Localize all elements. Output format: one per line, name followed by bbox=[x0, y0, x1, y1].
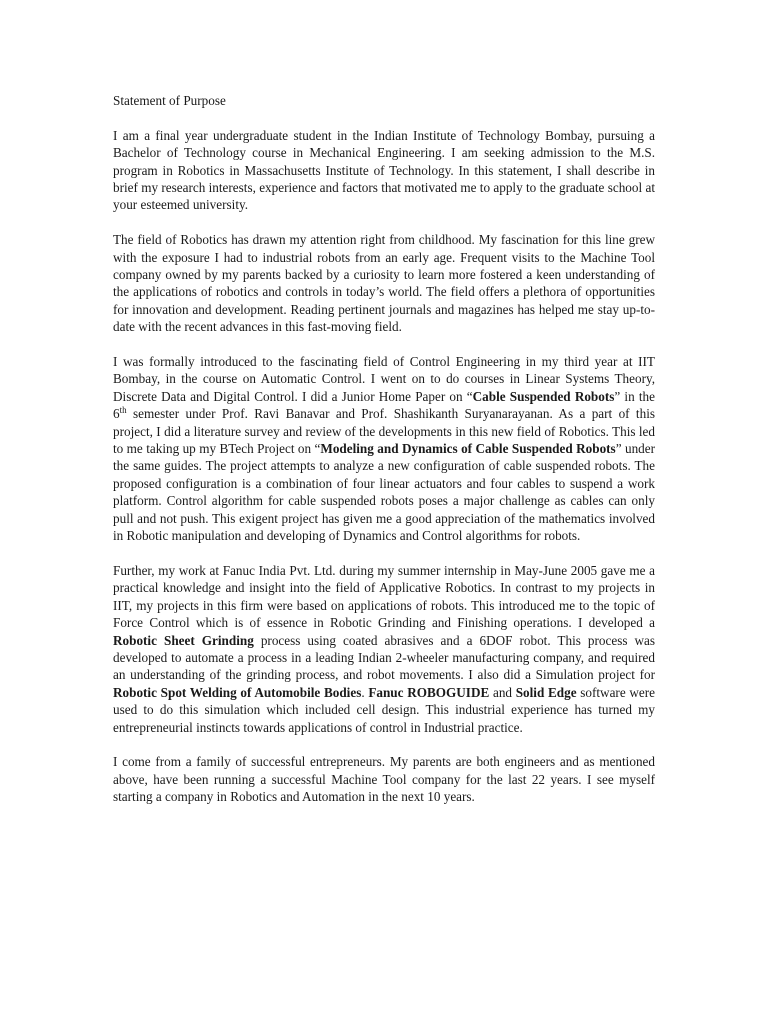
bold-spot-welding: Robotic Spot Welding of Automobile Bodies bbox=[113, 684, 362, 700]
text-run: and bbox=[489, 684, 516, 700]
text-run: I was formally introduced to the fascinating field of Control Engineering in my third year at IIT Bombay, in the course on Automatic Control. I went on to do courses in Linear Systems Theory, Discrete Data and Digital Control. I did a Junior Home Paper on “ bbox=[113, 354, 655, 404]
text-run: ” in the 6 bbox=[113, 388, 655, 422]
bold-roboguide: Fanuc ROBOGUIDE bbox=[368, 684, 490, 700]
paragraph-internship bbox=[113, 562, 655, 736]
bold-sheet-grinding: Robotic Sheet Grinding bbox=[113, 632, 254, 648]
text-run: . bbox=[361, 684, 369, 700]
text-run: process using coated abrasives and a 6DOF robot. This process was developed to automate a process in a leading Indian 2-wheeler manufacturing company, and required an understanding of the grinding process, and robot movements. I also did a Simulation project for bbox=[113, 632, 655, 683]
paragraph-intro: I am a final year undergraduate student in the Indian Institute of Technology Bombay, pursuing a Bachelor of Technology course in Mechanical Engineering. I am seeking admission to the M.S. program in Robotics in Massachusetts Institute of Technology. In this statement, I shall describe in brief my research interests, experience and factors that motivated me to apply to the graduate school at your esteemed university. bbox=[113, 127, 655, 213]
bold-project-title: Cable Suspended Robots bbox=[472, 388, 615, 404]
paragraph-interest: The field of Robotics has drawn my attention right from childhood. My fascination for this line grew with the exposure I had to industrial robots from an early age. Frequent visits to the Machine Tool company owned by my parents backed by a curiosity to learn more fostered a keen understanding of the applications of robotics and controls in today’s world. The field offers a plethora of opportunities for innovation and development. Reading pertinent journals and magazines has helped me stay up-to-date with the recent advances in this fast-moving field. bbox=[113, 232, 655, 335]
bold-btech-project-title: Modeling and Dynamics of Cable Suspended Robots bbox=[320, 441, 616, 457]
superscript: th bbox=[119, 405, 127, 416]
bold-solid-edge: Solid Edge bbox=[515, 684, 577, 700]
text-run: ” under the same guides. The project attempts to analyze a new configuration of cable suspended robots. The proposed configuration is a combination of four linear actuators and four cables to suspend a work platform. Control algorithm for cable suspended robots poses a major challenge as cables can only pull and not push. This exigent project has given me a good appreciation of the mathematics involved in Robotic manipulation and developing of Dynamics and Control algorithms for robots. bbox=[113, 441, 656, 544]
paragraph-family: I come from a family of successful entrepreneurs. My parents are both engineers and as mentioned above, have been running a successful Machine Tool company for the last 22 years. I see myself starting a company in Robotics and Automation in the next 10 years. bbox=[113, 754, 655, 805]
text-run: semester under Prof. Ravi Banavar and Prof. Shashikanth Suryanarayanan. As a part of this project, I did a literature survey and review of the developments in this new field of Robotics. This led to me taking up my BTech Project on “ bbox=[113, 406, 655, 457]
document-title: Statement of Purpose bbox=[113, 93, 226, 108]
text-run: Further, my work at Fanuc India Pvt. Ltd. during my summer internship in May-June 2005 gave me a practical knowledge and insight into the field of Applicative Robotics. In contrast to my projects in IIT, my projects in this firm were based on applications of robots. This introduced me to the topic of Force Control which is of essence in Robotic Grinding and Finishing operations. I developed a bbox=[113, 562, 655, 631]
paragraph-control-engineering bbox=[113, 353, 655, 544]
document-body bbox=[113, 92, 655, 823]
text-run: software were used to do this simulation which included cell design. This industrial experience has turned my entrepreneurial instincts towards applications of control in Industrial practice. bbox=[113, 684, 655, 735]
